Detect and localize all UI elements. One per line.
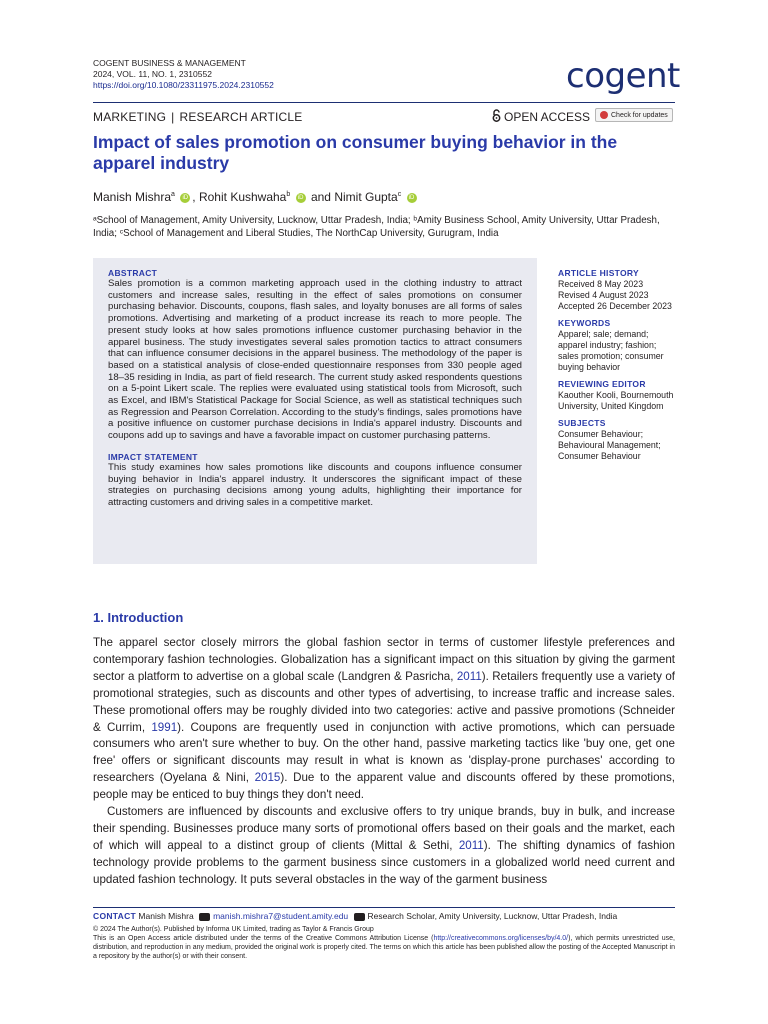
author-name[interactable]: Manish Mishra	[93, 190, 172, 204]
revised-date: Revised 4 August 2023	[558, 290, 649, 300]
impact-heading: IMPACT STATEMENT	[108, 451, 198, 462]
abstract-heading: ABSTRACT	[108, 268, 158, 278]
reviewing-editor: Kaouther Kooli, Bournemouth University, United Kingdom	[558, 390, 674, 411]
cogent-logo[interactable]: cogent	[566, 56, 680, 96]
paragraph: Customers are influenced by discounts and exclusive offers to try unique brands, buy in bulk, and increase their spending. Businesses produce many sorts of promotional offers based on their goals and the market, each of which will appeal to a distinct group of clients (Mittal & Sethi, 2011). The shifting dynamics of fashion technology provide problems to the garment business since customers in a globalized world need current and updated fashion technology. It puts several obstacles in the way of the garment business	[93, 805, 675, 886]
history-heading: ARTICLE HISTORY	[558, 268, 640, 278]
contact-role: Research Scholar, Amity University, Lucknow, Uttar Pradesh, India	[367, 911, 618, 921]
body-text	[93, 635, 675, 889]
doi-link[interactable]: https://doi.org/10.1080/23311975.2024.2310552	[93, 80, 274, 90]
subjects: Consumer Behaviour; Behavioural Management; Consumer Behaviour	[558, 429, 661, 461]
open-access-label: OPEN ACCESS	[504, 110, 591, 124]
abstract-text: Sales promotion is a common marketing approach used in the clothing industry to attract customers and increase sales, resulting in the effect of sales promotions on consumer purchasing behavior. Discounts, coupons, flash sales, and loyalty bonuses are all forms of sales promotions. Advertising and marketing of a product increase its reach to more people. The present study looks at how sales promotions influence customer purchasing behavior in the apparel business. The study investigates several sales promotion tactics to attract consumers that can influence consumer decisions in the apparel business. The methodology of the paper is based on a statistical analysis of close-ended questionnaire responses from 330 people aged 18–35 residing in India, as part of field research. The current study asked respondents questions on a 5-point Likert scale. The replies were evaluated using statistical tools from Microsoft, such as Excel, and IBM's Statistical Package for Social Science, as well as statistical techniques such as Regression and Pearson Correlation. According to the study's findings, sales promotions have a positive influence on customer purchase decisions in India's apparel industry. Discounts and coupons add up to savings and have a favorable impact on customer purchasing patterns.	[108, 278, 522, 442]
citation-link[interactable]: 2015	[254, 771, 281, 785]
affil-marker: b	[286, 191, 291, 198]
orcid-icon[interactable]: iD	[180, 193, 190, 203]
contact-heading: CONTACT	[93, 911, 137, 921]
article-title: Impact of sales promotion on consumer buying behavior in the apparel industry	[93, 132, 618, 173]
check-updates-icon	[600, 111, 608, 119]
article-sidebar	[558, 268, 678, 462]
license-link[interactable]: http://creativecommons.org/licenses/by/4.0/	[433, 935, 569, 942]
orcid-icon[interactable]: iD	[296, 193, 306, 203]
journal-name: COGENT BUSINESS & MANAGEMENT	[93, 58, 246, 68]
section-heading: 1. Introduction	[93, 610, 184, 625]
article-category: MARKETING | RESEARCH ARTICLE	[93, 110, 303, 124]
email-link[interactable]: manish.mishra7@student.amity.edu	[213, 911, 349, 921]
journal-meta	[93, 58, 274, 91]
citation-link[interactable]: 2011	[458, 838, 484, 852]
volume-info: 2024, VOL. 11, NO. 1, 2310552	[93, 69, 212, 79]
impact-text: This study examines how sales promotions like discounts and coupons influence consumer buying behavior in India's apparel industry. It underscores the significant impact of these strategies on purchasing decisions among young adults, highlighting their importance for attracting customers and driving sales in a competitive market.	[108, 461, 522, 508]
paragraph: The apparel sector closely mirrors the global fashion sector in terms of customer lifestyle preferences and contemporary fashion technologies. Globalization has a significant impact on this situation by giving the garment sector a platform to advertise on a global scale (Landgren & Pasricha, 2011). Retailers frequently use a variety of promotional strategies, such as discounts and other types of advertising, to increase traffic and increase sales. These promotional offers may be roughly divided into two categories: active and passive promotions (Schneider & Currim, 1991). Coupons are frequently used in conjunction with active promotions, which can persuade consumers who aren't sure whether to buy. On the other hand, passive marketing tactics like 'buy one, get one free' offers or significant discounts may result in what is known as 'display-prone purchases' according to researchers (Oyelana & Nini, 2015). Due to the apparent value and discounts offered by these promotions, people may be enticed to buy things they don't need.	[93, 636, 676, 802]
check-for-updates-button[interactable]	[595, 108, 673, 122]
check-updates-label: Check for updates	[611, 111, 668, 119]
open-access-badge[interactable]	[492, 109, 590, 125]
contact-line	[93, 911, 617, 921]
email-icon	[199, 913, 210, 921]
header-rule	[93, 102, 675, 103]
address-icon	[354, 913, 365, 921]
accepted-date: Accepted 26 December 2023	[558, 301, 672, 311]
citation-link[interactable]: 2011	[456, 669, 482, 683]
orcid-icon[interactable]: iD	[407, 193, 417, 203]
affil-marker: c	[397, 191, 402, 198]
keywords-heading: KEYWORDS	[558, 318, 611, 328]
affil-marker: a	[171, 191, 175, 198]
author-name[interactable]: Rohit Kushwaha	[198, 190, 287, 204]
keywords: Apparel; sale; demand; apparel industry; fashion; sales promotion; consumer buying behavior	[558, 329, 664, 372]
affiliations: ᵃSchool of Management, Amity University, Lucknow, Uttar Pradesh, India; ᵇAmity Business School, Amity University, Uttar Pradesh, India; ᶜSchool of Management and Liberal Studies, The NorthCap University, Gurugram, India	[93, 215, 660, 239]
category-marketing: MARKETING	[93, 110, 167, 124]
subjects-heading: SUBJECTS	[558, 418, 606, 428]
received-date: Received 8 May 2023	[558, 279, 644, 289]
abstract-box	[93, 258, 537, 564]
copyright: © 2024 The Author(s). Published by Informa UK Limited, trading as Taylor & Francis Group	[93, 926, 374, 933]
footer-rule	[93, 907, 675, 908]
license-notice: © 2024 The Author(s). Published by Informa UK Limited, trading as Taylor & Francis Group This is an Open Access article distributed under the terms of the Creative Commons Attribution License (http://creativecommons.org/licenses/by/4.0/), which permits unrestricted use, distribution, and reproduction in any medium, provided the original work is properly cited. The terms on which this article has been published allow the posting of the Accepted Manuscript in a repository by the author(s) or with their consent.	[93, 926, 675, 960]
author-name[interactable]: Nimit Gupta	[334, 190, 398, 204]
editor-heading: REVIEWING EDITOR	[558, 379, 646, 389]
category-research-article: RESEARCH ARTICLE	[179, 110, 303, 124]
contact-name: Manish Mishra	[138, 911, 194, 921]
citation-link[interactable]: 1991	[151, 720, 178, 734]
author-list: Manish Mishra$^a$ iD , Rohit Kushwaha$^b$ iD and Nimit Gupta$^c$ iD	[93, 190, 419, 204]
open-lock-icon	[492, 109, 501, 125]
